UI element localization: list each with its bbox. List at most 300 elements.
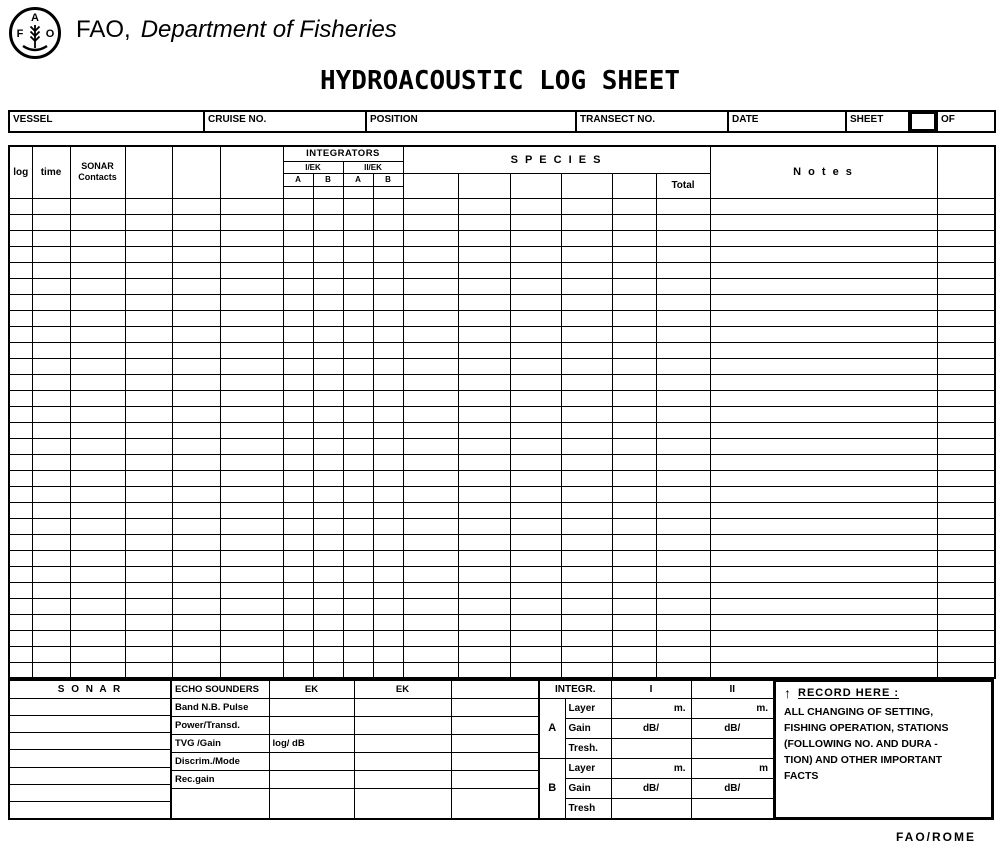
log-table-row [9, 598, 995, 614]
log-table-cell [458, 278, 510, 294]
record-line: ALL CHANGING OF SETTING, [784, 706, 934, 718]
log-table-cell [32, 470, 70, 486]
log-table-cell [220, 550, 283, 566]
log-table-cell [373, 214, 403, 230]
log-table-cell [458, 390, 510, 406]
integrators-header: INTEGRATORS [283, 146, 403, 161]
log-table-row [9, 662, 995, 678]
log-table-cell [510, 534, 561, 550]
log-table-cell [125, 566, 172, 582]
log-table-cell [656, 406, 710, 422]
echo-cell [451, 698, 539, 716]
log-table-cell [70, 262, 125, 278]
log-table-cell [458, 534, 510, 550]
log-table-cell [283, 454, 313, 470]
log-table-row [9, 470, 995, 486]
log-table-cell [125, 198, 172, 214]
log-table-cell [172, 662, 220, 678]
log-table-row [9, 374, 995, 390]
log-table-cell [172, 470, 220, 486]
log-table-cell [561, 598, 612, 614]
log-table-cell [172, 534, 220, 550]
footer-credit: FAO/ROME [895, 830, 976, 844]
log-table-row [9, 358, 995, 374]
log-table-cell [283, 262, 313, 278]
log-table-cell [561, 438, 612, 454]
log-table-cell [32, 502, 70, 518]
log-table-cell [612, 534, 656, 550]
log-table-cell [403, 454, 458, 470]
log-table-cell [70, 486, 125, 502]
log-table-cell [9, 214, 32, 230]
log-table-cell [343, 550, 373, 566]
echo-row-label: Discrim./Mode [171, 752, 269, 770]
echo-cell [354, 770, 451, 788]
log-table-cell [125, 294, 172, 310]
log-table-cell [373, 246, 403, 262]
log-table-cell [710, 646, 937, 662]
log-table-cell [656, 438, 710, 454]
log-table-cell [125, 262, 172, 278]
log-table-cell [220, 486, 283, 502]
log-table-cell [220, 214, 283, 230]
log-table-cell [220, 246, 283, 262]
integrator-panel-title: INTEGR. [539, 680, 611, 698]
log-table-row [9, 486, 995, 502]
log-table-cell [458, 262, 510, 278]
log-table-cell [343, 198, 373, 214]
log-table-cell [373, 662, 403, 678]
log-table-cell [561, 518, 612, 534]
log-table-cell [283, 582, 313, 598]
log-table-cell [9, 566, 32, 582]
log-table-cell [172, 550, 220, 566]
log-table-cell [937, 630, 995, 646]
log-table-cell [125, 534, 172, 550]
log-table-cell [656, 358, 710, 374]
log-table-cell [710, 406, 937, 422]
log-table-cell [561, 230, 612, 246]
log-table-cell [612, 454, 656, 470]
log-table-cell [220, 422, 283, 438]
log-table-cell [458, 374, 510, 390]
log-table-cell [283, 630, 313, 646]
org-name: FAO, [76, 16, 131, 43]
log-table-cell [220, 390, 283, 406]
log-table-cell [458, 646, 510, 662]
log-table-cell [343, 582, 373, 598]
log-table-cell [510, 566, 561, 582]
record-title-row [784, 686, 985, 700]
col-header-blank-2 [172, 146, 220, 198]
log-table-cell [373, 390, 403, 406]
sonar-row [10, 784, 170, 801]
log-table-cell [403, 214, 458, 230]
log-table-cell [373, 198, 403, 214]
log-table-cell [458, 438, 510, 454]
log-table-cell [710, 390, 937, 406]
log-table-cell [172, 358, 220, 374]
echo-cell [354, 716, 451, 734]
log-table-cell [656, 550, 710, 566]
log-table-cell [710, 342, 937, 358]
log-table-cell [510, 518, 561, 534]
log-table-cell [9, 662, 32, 678]
log-table-cell [656, 230, 710, 246]
log-table-cell [510, 262, 561, 278]
log-table-cell [220, 278, 283, 294]
log-table-cell [313, 246, 343, 262]
echo-cell [451, 716, 539, 734]
log-table-cell [612, 566, 656, 582]
log-table-cell [403, 246, 458, 262]
log-table-cell [937, 502, 995, 518]
log-table-cell [283, 566, 313, 582]
log-table-cell [373, 278, 403, 294]
log-table-cell [612, 246, 656, 262]
log-table-cell [403, 438, 458, 454]
log-table-cell [70, 230, 125, 246]
log-table-cell [172, 582, 220, 598]
log-table-cell [70, 646, 125, 662]
log-table-cell [403, 662, 458, 678]
log-table-cell [510, 630, 561, 646]
log-table-cell [32, 230, 70, 246]
echo-ek1-header: EK [269, 680, 354, 698]
log-table-cell [710, 358, 937, 374]
log-table-cell [125, 598, 172, 614]
fao-logo [8, 6, 62, 65]
log-table-cell [343, 470, 373, 486]
sheet-field: SHEET [847, 112, 910, 131]
log-table-cell [656, 390, 710, 406]
log-table-cell [373, 310, 403, 326]
log-table-cell [313, 262, 343, 278]
log-table-cell [70, 614, 125, 630]
log-table-cell [9, 230, 32, 246]
log-table-cell [612, 422, 656, 438]
record-line: (FOLLOWING NO. AND DURA - [784, 738, 938, 750]
log-table-cell [343, 486, 373, 502]
log-table-row [9, 406, 995, 422]
log-table-cell [70, 326, 125, 342]
log-table-cell [283, 374, 313, 390]
log-table-cell [32, 246, 70, 262]
log-table-cell [32, 534, 70, 550]
log-table-cell [32, 214, 70, 230]
log-table-cell [70, 598, 125, 614]
log-table-cell [313, 358, 343, 374]
log-table-cell [937, 230, 995, 246]
species-total-header: Total [656, 173, 710, 198]
log-table-cell [32, 262, 70, 278]
log-table-cell [458, 326, 510, 342]
log-table-cell [656, 534, 710, 550]
log-table-cell [125, 582, 172, 598]
echo-tvg-value: log/ dB [269, 734, 354, 752]
log-table-cell [373, 230, 403, 246]
integrator-value: m. [611, 698, 691, 718]
log-table-cell [283, 342, 313, 358]
sonar-panel-title: S O N A R [10, 681, 170, 699]
log-table-cell [561, 294, 612, 310]
log-table-cell [710, 534, 937, 550]
log-table-cell [220, 470, 283, 486]
log-table-cell [313, 662, 343, 678]
log-table-cell [458, 214, 510, 230]
log-table-cell [510, 614, 561, 630]
log-table-cell [313, 390, 343, 406]
log-table-cell [612, 502, 656, 518]
log-table-cell [656, 374, 710, 390]
log-table-row [9, 566, 995, 582]
log-table-cell [283, 230, 313, 246]
log-table-row [9, 230, 995, 246]
log-table-cell [32, 518, 70, 534]
log-table-cell [283, 662, 313, 678]
log-table-cell [220, 598, 283, 614]
log-table-cell [612, 646, 656, 662]
log-table-cell [32, 662, 70, 678]
log-table-row [9, 310, 995, 326]
log-table-cell [937, 198, 995, 214]
log-table-row [9, 278, 995, 294]
log-table-cell [458, 662, 510, 678]
log-table-cell [510, 214, 561, 230]
log-table-cell [510, 582, 561, 598]
integrator-value: dB/ [611, 778, 691, 798]
log-table-cell [220, 358, 283, 374]
vessel-field: VESSEL [10, 112, 205, 131]
log-table-cell [172, 374, 220, 390]
log-table-cell [937, 614, 995, 630]
log-table-cell [313, 534, 343, 550]
log-table-cell [343, 358, 373, 374]
record-line: FACTS [784, 770, 819, 782]
log-table-cell [125, 374, 172, 390]
integrator-value: m. [691, 698, 774, 718]
log-table-cell [937, 406, 995, 422]
col-header-time: time [32, 146, 70, 198]
echo-sounders-title: ECHO SOUNDERS [171, 680, 269, 698]
log-table-cell [283, 278, 313, 294]
log-table-cell [220, 294, 283, 310]
log-table-cell [510, 502, 561, 518]
integrator-value [691, 798, 774, 819]
log-table-cell [313, 566, 343, 582]
log-table-cell [313, 630, 343, 646]
log-table-cell [561, 630, 612, 646]
log-table-cell [403, 326, 458, 342]
integrator-row-label: Tresh [565, 798, 611, 819]
log-table-cell [373, 358, 403, 374]
log-table-cell [510, 438, 561, 454]
logo-letter-f: F [16, 28, 24, 40]
log-table-row [9, 438, 995, 454]
log-table-cell [220, 310, 283, 326]
integrator-row-label: Gain [565, 778, 611, 798]
log-table-cell [220, 438, 283, 454]
log-table-cell [710, 438, 937, 454]
up-arrow-icon: ↑ [784, 685, 791, 701]
log-table-cell [612, 438, 656, 454]
sonar-contacts-line2: Contacts [78, 172, 117, 183]
log-table-cell [32, 630, 70, 646]
fao-emblem-icon [8, 6, 62, 60]
log-table-cell [656, 598, 710, 614]
log-table-cell [220, 582, 283, 598]
log-table-cell [656, 294, 710, 310]
log-table-cell [313, 582, 343, 598]
log-table-cell [9, 518, 32, 534]
log-table-cell [9, 630, 32, 646]
log-table-cell [70, 342, 125, 358]
log-table-cell [343, 454, 373, 470]
log-table-cell [313, 310, 343, 326]
log-table-cell [710, 310, 937, 326]
log-table-cell [32, 454, 70, 470]
species-col-4-header [561, 173, 612, 198]
log-table-cell [373, 438, 403, 454]
log-table-cell [373, 550, 403, 566]
log-table-cell [403, 342, 458, 358]
log-table-cell [612, 230, 656, 246]
log-table-cell [561, 358, 612, 374]
log-table-cell [9, 534, 32, 550]
log-table-cell [283, 406, 313, 422]
log-table-cell [172, 438, 220, 454]
log-table-cell [612, 662, 656, 678]
echo-cell [451, 752, 539, 770]
log-table-cell [283, 198, 313, 214]
log-table-cell [656, 422, 710, 438]
log-table-cell [283, 486, 313, 502]
integrator-i-b-spacer [313, 186, 343, 198]
log-table-cell [220, 662, 283, 678]
log-table-cell [9, 374, 32, 390]
log-table-cell [612, 326, 656, 342]
log-table-cell [561, 198, 612, 214]
log-table-cell [937, 454, 995, 470]
log-table-cell [313, 550, 343, 566]
log-table-cell [937, 358, 995, 374]
echo-cell [171, 788, 269, 819]
integrator-value: dB/ [691, 778, 774, 798]
log-table-cell [172, 278, 220, 294]
position-field: POSITION [367, 112, 577, 131]
bottom-section [8, 679, 996, 820]
log-table-cell [125, 358, 172, 374]
log-table-cell [9, 598, 32, 614]
log-table-cell [70, 422, 125, 438]
log-table-cell [403, 294, 458, 310]
integrator-col-ii-header: II [691, 680, 774, 698]
echo-blank-header [451, 680, 539, 698]
log-table-cell [373, 342, 403, 358]
log-table-cell [373, 614, 403, 630]
log-table-cell [612, 310, 656, 326]
integrator-value [611, 798, 691, 819]
log-table-cell [32, 598, 70, 614]
log-table-cell [9, 390, 32, 406]
log-table-cell [937, 214, 995, 230]
log-table-cell [510, 310, 561, 326]
log-table-cell [403, 470, 458, 486]
log-table-cell [403, 406, 458, 422]
log-table-cell [9, 294, 32, 310]
log-table-cell [373, 598, 403, 614]
log-table-cell [656, 198, 710, 214]
log-table-cell [403, 566, 458, 582]
log-table-cell [313, 278, 343, 294]
integrator-i-a-header: A [283, 173, 313, 186]
log-table-cell [458, 230, 510, 246]
log-table-cell [125, 310, 172, 326]
log-table-cell [32, 614, 70, 630]
log-table-row [9, 390, 995, 406]
log-table-cell [125, 342, 172, 358]
log-table-cell [710, 198, 937, 214]
echo-cell [451, 788, 539, 819]
log-table-cell [561, 326, 612, 342]
log-table-cell [937, 310, 995, 326]
record-title: RECORD HERE : [798, 687, 900, 699]
log-table-cell [9, 422, 32, 438]
echo-cell [354, 788, 451, 819]
log-table-cell [9, 486, 32, 502]
log-table-cell [283, 518, 313, 534]
log-table-cell [510, 230, 561, 246]
log-table-cell [343, 230, 373, 246]
log-table-cell [710, 422, 937, 438]
of-field: OF [941, 114, 955, 125]
log-table-cell [373, 262, 403, 278]
log-table-row [9, 198, 995, 214]
log-table-cell [283, 598, 313, 614]
log-table-cell [283, 614, 313, 630]
log-table-cell [561, 310, 612, 326]
log-table-cell [343, 662, 373, 678]
log-table-cell [125, 486, 172, 502]
log-table-cell [125, 422, 172, 438]
log-table-cell [710, 230, 937, 246]
log-table-cell [283, 502, 313, 518]
log-table-cell [710, 294, 937, 310]
log-table-cell [612, 550, 656, 566]
log-table-cell [9, 550, 32, 566]
log-table-cell [343, 214, 373, 230]
log-table-cell [458, 294, 510, 310]
log-table-cell [9, 582, 32, 598]
log-table-cell [710, 470, 937, 486]
log-table-cell [458, 246, 510, 262]
log-table-cell [32, 342, 70, 358]
page-title: HYDROACOUSTIC LOG SHEET [319, 66, 681, 96]
log-table-cell [70, 454, 125, 470]
col-header-blank-right [937, 146, 995, 198]
log-table-cell [70, 582, 125, 598]
log-table-cell [937, 566, 995, 582]
log-table-cell [70, 294, 125, 310]
log-table-cell [32, 422, 70, 438]
log-table-cell [612, 630, 656, 646]
log-table-cell [343, 502, 373, 518]
log-table-cell [32, 358, 70, 374]
log-table-cell [458, 358, 510, 374]
integrator-value: dB/ [611, 718, 691, 738]
log-table-cell [510, 278, 561, 294]
integrator-i-b-header: B [313, 173, 343, 186]
